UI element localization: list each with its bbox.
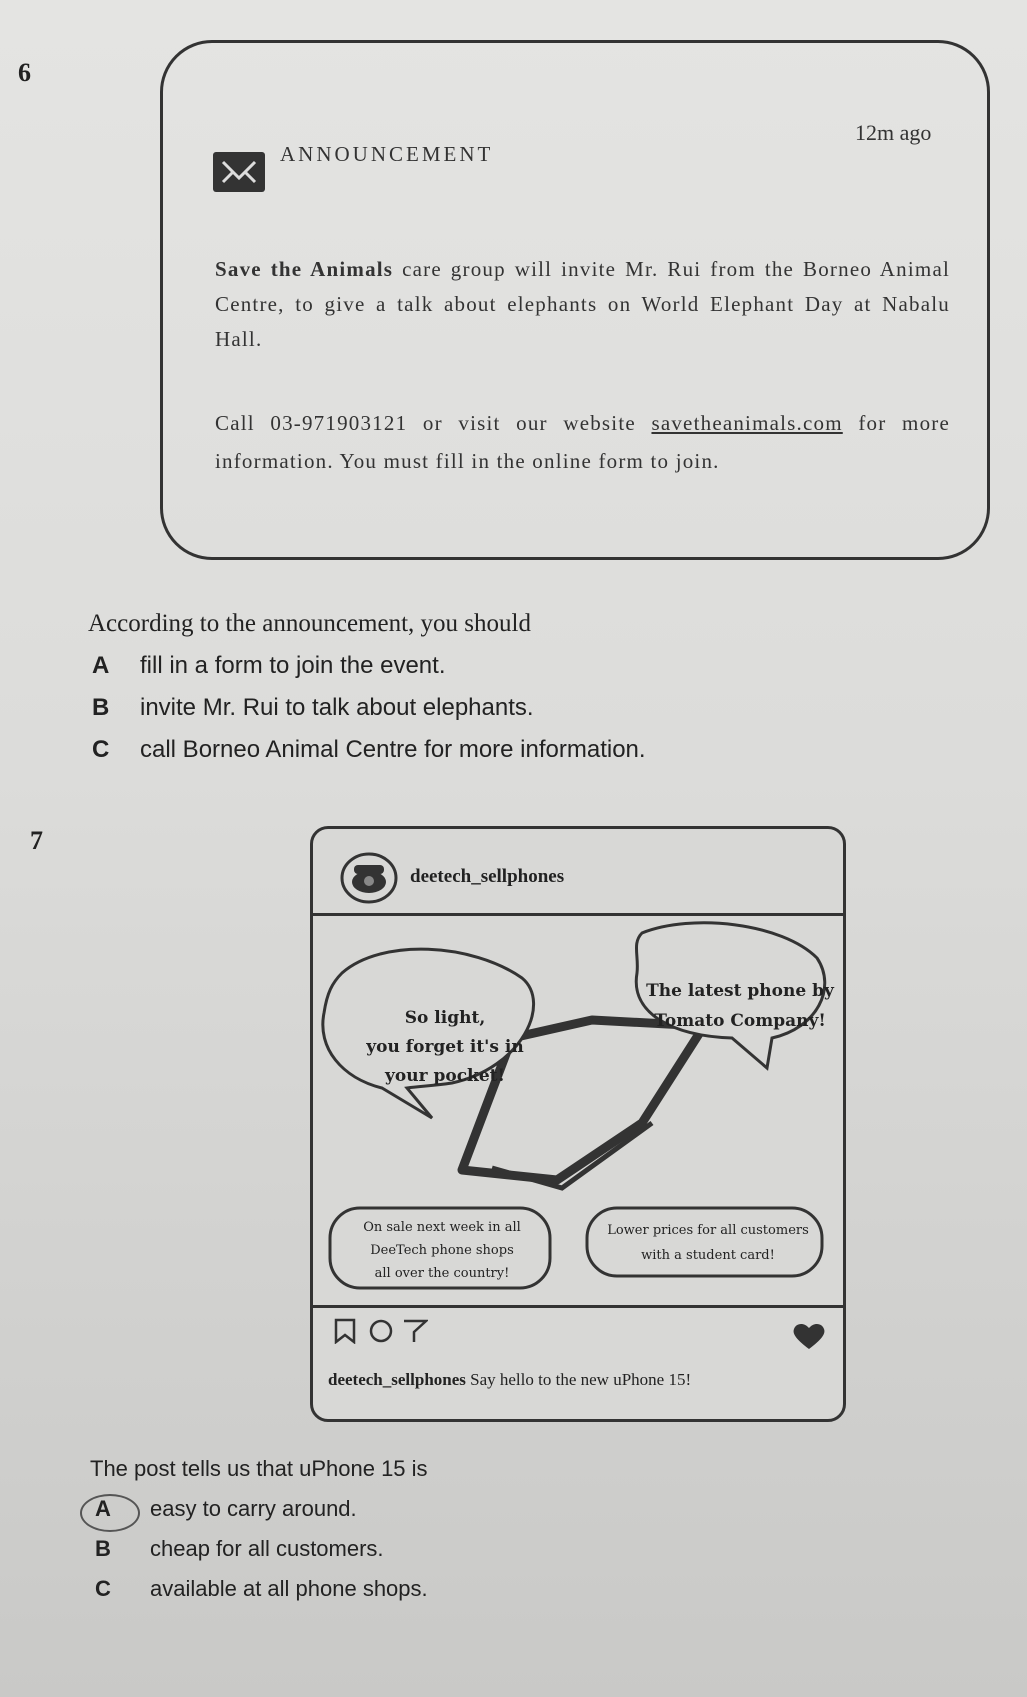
option-c[interactable]: C call Borneo Animal Centre for more information. bbox=[92, 736, 646, 763]
speech-bubble-right: The latest phone by Tomato Company! bbox=[646, 981, 834, 1031]
avatar-phone-icon bbox=[340, 852, 398, 904]
website-link[interactable]: savetheanimals.com bbox=[651, 411, 843, 435]
announcement-contact bbox=[215, 404, 950, 480]
promo-box-discount: Lower prices for all customers with a student card! bbox=[607, 1223, 809, 1263]
option-c[interactable]: C available at all phone shops. bbox=[95, 1576, 428, 1601]
question-stem: The post tells us that uPhone 15 is bbox=[90, 1456, 428, 1481]
share-icon[interactable] bbox=[402, 1318, 428, 1349]
organisation-name: Save the Animals bbox=[215, 257, 394, 281]
question-stem: According to the announcement, you should bbox=[88, 610, 531, 637]
promo-box-sale: On sale next week in all DeeTech phone shops all over the country! bbox=[363, 1220, 521, 1281]
question-number: 7 bbox=[30, 826, 43, 855]
speech-bubble-left: So light, you forget it's in your pocket! bbox=[366, 1008, 524, 1086]
answer-circle-mark bbox=[80, 1494, 140, 1532]
comment-icon[interactable] bbox=[368, 1318, 394, 1349]
caption-username[interactable]: deetech_sellphones bbox=[328, 1370, 466, 1389]
option-b[interactable]: B invite Mr. Rui to talk about elephants. bbox=[92, 694, 534, 721]
divider bbox=[310, 1305, 846, 1308]
option-a[interactable]: A easy to carry around. bbox=[95, 1496, 357, 1521]
contact-text-end: for more information. You must fill in the online form to join. bbox=[215, 411, 950, 473]
announcement-text: care group will invite Mr. Rui from the Borneo Animal Centre, to give a talk about elephants on World Elephant Day at Nabalu Hall. bbox=[215, 257, 950, 351]
contact-text: Call 03-971903121 or visit our website bbox=[215, 411, 652, 435]
option-b[interactable]: B cheap for all customers. bbox=[95, 1536, 384, 1561]
caption-text: Say hello to the new uPhone 15! bbox=[465, 1370, 692, 1389]
question-number: 6 bbox=[18, 58, 31, 87]
post-caption bbox=[328, 1370, 691, 1390]
bookmark-icon[interactable] bbox=[332, 1318, 358, 1349]
divider bbox=[310, 913, 846, 916]
post-username[interactable]: deetech_sellphones bbox=[410, 866, 565, 887]
announcement-time: 12m ago bbox=[855, 120, 932, 145]
option-a[interactable]: A fill in a form to join the event. bbox=[92, 652, 446, 679]
announcement-body bbox=[215, 252, 950, 357]
announcement-title: ANNOUNCEMENT bbox=[280, 142, 494, 166]
heart-icon[interactable] bbox=[792, 1322, 826, 1355]
mail-icon bbox=[213, 152, 265, 192]
